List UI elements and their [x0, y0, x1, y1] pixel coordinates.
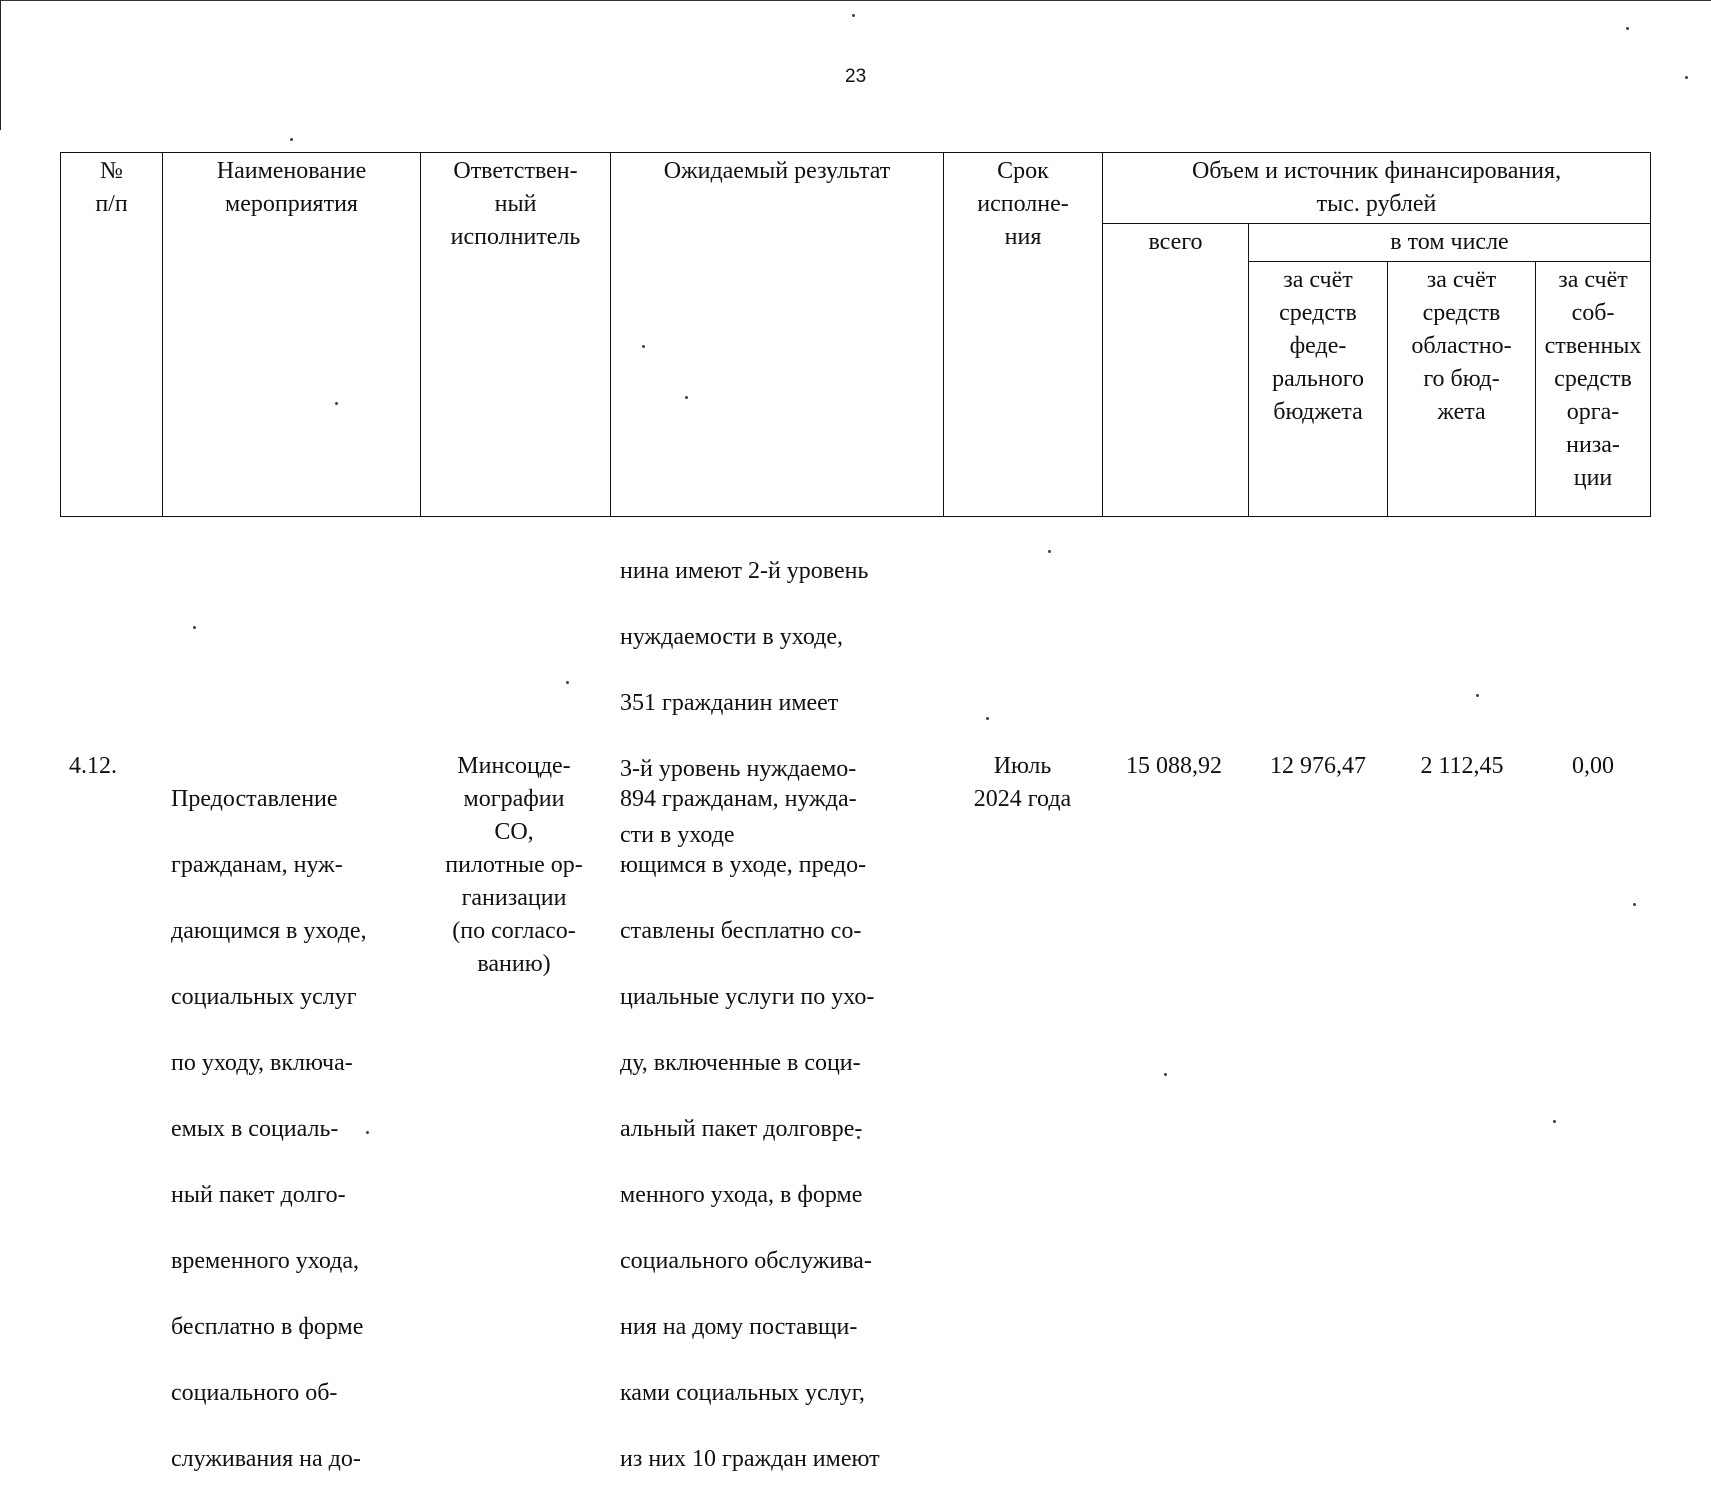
scan-speck — [1626, 27, 1629, 30]
expected-result-line: 894 гражданам, нужда- — [620, 786, 857, 812]
activity-name-line: по уходу, включа- — [171, 1050, 353, 1076]
scan-speck — [1685, 76, 1688, 79]
activity-name-line: дающимся в уходе, — [171, 918, 367, 944]
activity-name-line: гражданам, нуж- — [171, 852, 343, 878]
activity-name-line: временного ухода, — [171, 1248, 360, 1274]
expected-result-line: альный пакет долговре- — [620, 1116, 863, 1142]
financing-table-header — [60, 152, 1651, 517]
activity-name-line: социального об- — [171, 1380, 338, 1406]
row-responsible-executor: Минсоцде- мографии СО, пилотные ор- ганизации (по согласо- ванию) — [445, 753, 583, 977]
expected-result-line: ду, включенные в соци- — [620, 1050, 861, 1076]
row-own-funds: 0,00 — [1572, 753, 1614, 779]
expected-result-line: ющимся в уходе, предо- — [620, 852, 867, 878]
expected-result-line: ками социальных услуг, — [620, 1380, 865, 1406]
header-number: № п/п — [61, 153, 163, 517]
continuation-result-line: 3-й уровень нуждаемо- — [620, 756, 857, 782]
expected-result-line: из них 10 граждан имеют — [620, 1446, 880, 1472]
expected-result-line: циальные услуги по ухо- — [620, 984, 875, 1010]
scan-speck — [986, 717, 989, 720]
row-total: 15 088,92 — [1126, 753, 1222, 779]
page-number: 23 — [845, 66, 867, 87]
row-activity-name — [171, 750, 408, 1509]
header-own-funds: за счёт соб- ственных средств орга- низа- ции — [1536, 262, 1651, 517]
scan-speck — [1048, 550, 1051, 553]
continuation-result-line: сти в уходе — [620, 822, 735, 848]
scan-speck — [1476, 694, 1479, 697]
activity-name-line: бесплатно в форме — [171, 1314, 364, 1340]
header-regional-budget: за счёт средств областно- го бюд- жета — [1388, 262, 1536, 517]
row-expected-result — [620, 750, 932, 1509]
page-frame-left — [0, 0, 1, 130]
row-number: 4.12. — [69, 753, 117, 779]
scan-speck — [290, 138, 293, 141]
continuation-result-line: нуждаемости в уходе, — [620, 624, 843, 650]
row-regional-budget: 2 112,45 — [1420, 753, 1504, 779]
header-activity-name: Наименование мероприятия — [163, 153, 421, 517]
header-federal-budget: за счёт средств феде- рального бюджета — [1249, 262, 1388, 517]
scan-speck — [193, 626, 196, 629]
continuation-result-line: 351 гражданин имеет — [620, 690, 839, 716]
scan-speck — [1553, 1120, 1556, 1123]
scan-speck — [1164, 1073, 1167, 1076]
activity-name-line: служивания на до- — [171, 1446, 361, 1472]
activity-name-line: ный пакет долго- — [171, 1182, 346, 1208]
header-including: в том числе — [1249, 224, 1651, 262]
expected-result-line: ставлены бесплатно со- — [620, 918, 862, 944]
header-responsible-executor: Ответствен- ный исполнитель — [421, 153, 611, 517]
header-expected-result: Ожидаемый результат — [611, 153, 944, 517]
continuation-result-line: нина имеют 2-й уровень — [620, 558, 869, 584]
activity-name-line: социальных услуг — [171, 984, 357, 1010]
header-financing: Объем и источник финансирования, тыс. рублей — [1103, 153, 1651, 224]
scan-speck — [1633, 903, 1636, 906]
scan-speck — [566, 681, 569, 684]
scan-speck — [852, 14, 855, 17]
page-frame-top — [0, 0, 1711, 1]
expected-result-line: ния на дому поставщи- — [620, 1314, 858, 1340]
activity-name-line: емых в социаль- — [171, 1116, 339, 1142]
expected-result-line: менного ухода, в форме — [620, 1182, 863, 1208]
header-total: всего — [1103, 224, 1249, 517]
activity-name-line: Предоставление — [171, 786, 338, 812]
row-federal-budget: 12 976,47 — [1270, 753, 1366, 779]
header-deadline: Срок исполне- ния — [944, 153, 1103, 517]
row-deadline: Июль 2024 года — [973, 753, 1072, 812]
expected-result-line: социального обслужива- — [620, 1248, 872, 1274]
